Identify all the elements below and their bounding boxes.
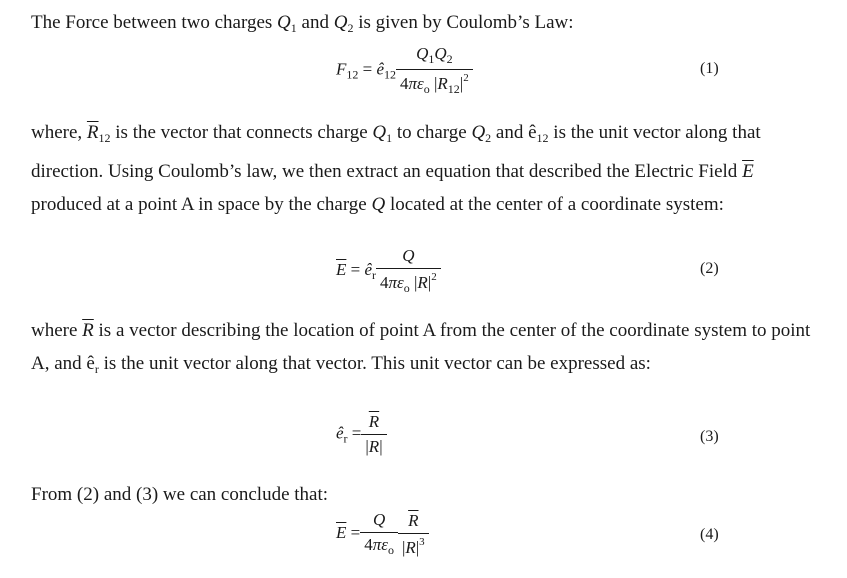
paragraph-unit-vector: where $\overline{R}$ is a vector describing the location of point A from the center of the coordinate system to point A, and $ê_r$ is the unit vector along that vector. This unit vector can be expressed as: [31, 320, 811, 376]
paragraph-coulomb-field: where, $\overline{R}_{12}$ is the vector that connects charge $Q_1$ to charge $Q_2$ and $ê_{12}$ is the unit vector along that direction. Using Coulomb’s law, we then extract an equation that described the Electric Field $\overline{E}$ produced at a point A in space by the charge Q located at the center of a coordinate system: [31, 122, 761, 215]
equation-number-1: (1) [700, 60, 719, 77]
paragraph-conclusion: From (2) and (3) we can conclude that: [31, 484, 329, 505]
paragraph-intro: The Force between two charges $Q_1$ and $Q_2$ is given by Coulomb’s Law: [31, 12, 574, 35]
equation-2: $\overline{E}$ = $ê_r$ $\frac{Q}{4\pi\varepsilon_o |R|^2}$ [336, 246, 441, 296]
equation-number-2: (2) [700, 260, 719, 277]
equation-number-4: (4) [700, 526, 719, 543]
equation-4: $\overline{E}$ = $\frac{Q}{4\pi\varepsilon_o}$ $\frac{\overline{R}}{|R|^3}$ [336, 510, 429, 558]
equation-1: $F_{12}$ = $ê_{12}$ $\frac{Q_1Q_2}{4\pi\varepsilon_o |R_{12}|^2}$ [336, 44, 473, 97]
equation-3: $ê_r$ = $\frac{\overline{R}}{|R|}$ [336, 412, 387, 457]
equation-number-3: (3) [700, 428, 719, 445]
